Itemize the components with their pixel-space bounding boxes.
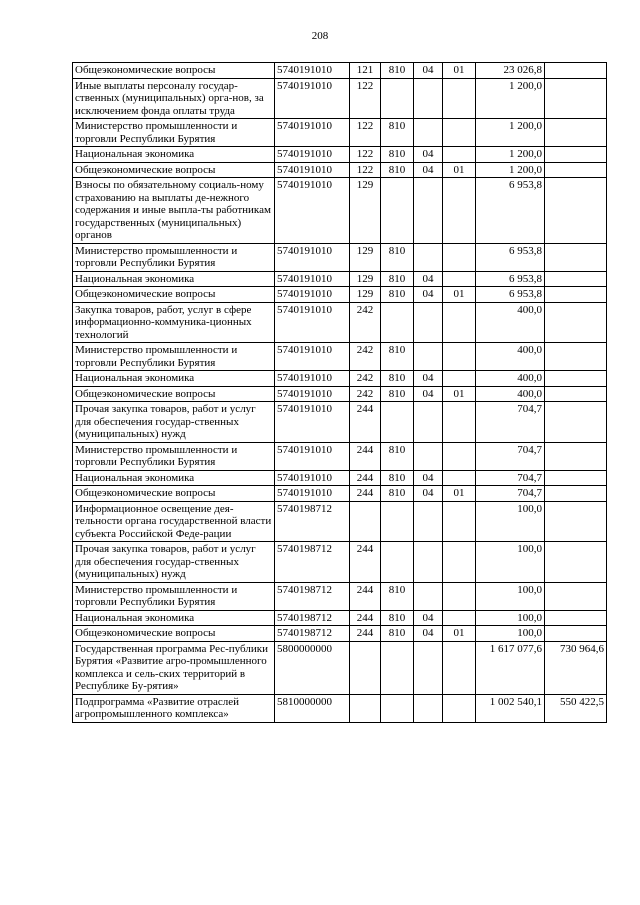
cell-subsection	[443, 402, 476, 443]
cell-expense-type	[350, 694, 381, 722]
cell-ministry-code	[381, 641, 414, 694]
cell-amount-2	[545, 302, 607, 343]
cell-section	[414, 501, 443, 542]
cell-subsection: 01	[443, 486, 476, 502]
cell-expense-type: 122	[350, 147, 381, 163]
cell-section	[414, 78, 443, 119]
cell-amount-1: 400,0	[476, 302, 545, 343]
cell-expense-type: 129	[350, 243, 381, 271]
cell-amount-1: 1 002 540,1	[476, 694, 545, 722]
cell-name: Министерство промышленности и торговли Республики Бурятия	[73, 442, 275, 470]
cell-target-article: 5740198712	[275, 501, 350, 542]
cell-amount-1: 1 200,0	[476, 119, 545, 147]
cell-ministry-code: 810	[381, 470, 414, 486]
cell-section	[414, 119, 443, 147]
cell-expense-type: 242	[350, 302, 381, 343]
cell-ministry-code: 810	[381, 486, 414, 502]
budget-table	[72, 62, 607, 723]
table-row	[73, 442, 607, 470]
cell-name: Национальная экономика	[73, 610, 275, 626]
cell-section	[414, 582, 443, 610]
cell-name: Министерство промышленности и торговли Республики Бурятия	[73, 243, 275, 271]
cell-subsection: 01	[443, 162, 476, 178]
cell-subsection: 01	[443, 386, 476, 402]
cell-ministry-code: 810	[381, 386, 414, 402]
table-row	[73, 178, 607, 244]
cell-target-article: 5740198712	[275, 610, 350, 626]
cell-subsection	[443, 442, 476, 470]
cell-section: 04	[414, 610, 443, 626]
table-row	[73, 626, 607, 642]
cell-ministry-code: 810	[381, 287, 414, 303]
cell-ministry-code: 810	[381, 442, 414, 470]
cell-expense-type: 122	[350, 162, 381, 178]
cell-target-article: 5740198712	[275, 582, 350, 610]
cell-amount-1: 704,7	[476, 442, 545, 470]
cell-target-article: 5740198712	[275, 542, 350, 583]
cell-name: Взносы по обязательному социаль-ному страхованию на выплаты де-нежного содержания и иные выпла-ты работникам государственных (муниципальных) органов	[73, 178, 275, 244]
cell-target-article: 5740191010	[275, 371, 350, 387]
cell-amount-2	[545, 486, 607, 502]
cell-amount-1: 100,0	[476, 542, 545, 583]
cell-section: 04	[414, 386, 443, 402]
table-row	[73, 582, 607, 610]
cell-amount-1: 704,7	[476, 486, 545, 502]
cell-expense-type	[350, 501, 381, 542]
cell-section: 04	[414, 287, 443, 303]
table-row	[73, 486, 607, 502]
cell-expense-type: 242	[350, 386, 381, 402]
budget-table-body	[73, 63, 607, 723]
cell-expense-type: 242	[350, 343, 381, 371]
cell-expense-type: 244	[350, 542, 381, 583]
table-row	[73, 271, 607, 287]
cell-amount-1: 1 200,0	[476, 78, 545, 119]
cell-expense-type	[350, 641, 381, 694]
cell-ministry-code	[381, 178, 414, 244]
cell-subsection: 01	[443, 287, 476, 303]
cell-name: Национальная экономика	[73, 147, 275, 163]
cell-name: Прочая закупка товаров, работ и услуг для обеспечения государ-ственных (муниципальных) нужд	[73, 402, 275, 443]
cell-expense-type: 122	[350, 119, 381, 147]
cell-expense-type: 244	[350, 486, 381, 502]
cell-expense-type: 129	[350, 287, 381, 303]
cell-section: 04	[414, 486, 443, 502]
cell-section	[414, 343, 443, 371]
cell-target-article: 5740191010	[275, 442, 350, 470]
cell-target-article: 5810000000	[275, 694, 350, 722]
cell-ministry-code: 810	[381, 371, 414, 387]
cell-name: Национальная экономика	[73, 271, 275, 287]
cell-ministry-code: 810	[381, 147, 414, 163]
cell-amount-2	[545, 582, 607, 610]
cell-amount-1: 100,0	[476, 501, 545, 542]
table-row	[73, 641, 607, 694]
cell-ministry-code: 810	[381, 162, 414, 178]
cell-amount-2	[545, 243, 607, 271]
cell-subsection	[443, 641, 476, 694]
cell-subsection	[443, 271, 476, 287]
cell-ministry-code: 810	[381, 582, 414, 610]
cell-amount-2	[545, 271, 607, 287]
cell-ministry-code: 810	[381, 63, 414, 79]
cell-name: Информационное освещение дея-тельности органа государственной власти субъекта Российской Феде-рации	[73, 501, 275, 542]
cell-amount-2	[545, 162, 607, 178]
cell-name: Иные выплаты персоналу государ-ственных (муниципальных) орга-нов, за исключением фонда оплаты труда	[73, 78, 275, 119]
cell-target-article: 5740191010	[275, 162, 350, 178]
cell-amount-2	[545, 287, 607, 303]
cell-target-article: 5740191010	[275, 343, 350, 371]
cell-section	[414, 694, 443, 722]
cell-target-article: 5740191010	[275, 119, 350, 147]
cell-target-article: 5740191010	[275, 147, 350, 163]
cell-name: Министерство промышленности и торговли Республики Бурятия	[73, 343, 275, 371]
cell-ministry-code: 810	[381, 610, 414, 626]
cell-subsection	[443, 119, 476, 147]
cell-name: Национальная экономика	[73, 371, 275, 387]
table-row	[73, 501, 607, 542]
cell-expense-type: 244	[350, 610, 381, 626]
cell-target-article: 5800000000	[275, 641, 350, 694]
cell-ministry-code	[381, 302, 414, 343]
cell-amount-1: 704,7	[476, 470, 545, 486]
cell-ministry-code	[381, 402, 414, 443]
cell-name: Общеэкономические вопросы	[73, 626, 275, 642]
cell-subsection	[443, 582, 476, 610]
cell-ministry-code	[381, 501, 414, 542]
cell-amount-2	[545, 626, 607, 642]
cell-subsection	[443, 610, 476, 626]
cell-amount-2	[545, 147, 607, 163]
cell-expense-type: 242	[350, 371, 381, 387]
cell-ministry-code: 810	[381, 243, 414, 271]
table-row	[73, 343, 607, 371]
cell-ministry-code	[381, 542, 414, 583]
cell-amount-2	[545, 178, 607, 244]
cell-target-article: 5740191010	[275, 402, 350, 443]
cell-target-article: 5740191010	[275, 243, 350, 271]
cell-amount-1: 400,0	[476, 371, 545, 387]
cell-section	[414, 178, 443, 244]
table-row	[73, 470, 607, 486]
table-row	[73, 63, 607, 79]
cell-target-article: 5740191010	[275, 178, 350, 244]
table-row	[73, 542, 607, 583]
cell-amount-1: 400,0	[476, 386, 545, 402]
cell-amount-1: 1 617 077,6	[476, 641, 545, 694]
cell-name: Национальная экономика	[73, 470, 275, 486]
table-row	[73, 162, 607, 178]
cell-target-article: 5740191010	[275, 386, 350, 402]
cell-target-article: 5740191010	[275, 271, 350, 287]
cell-expense-type: 129	[350, 271, 381, 287]
table-row	[73, 371, 607, 387]
cell-amount-2	[545, 386, 607, 402]
cell-target-article: 5740191010	[275, 302, 350, 343]
table-row	[73, 302, 607, 343]
cell-amount-2	[545, 442, 607, 470]
cell-expense-type: 129	[350, 178, 381, 244]
cell-target-article: 5740191010	[275, 63, 350, 79]
cell-amount-2	[545, 119, 607, 147]
cell-section: 04	[414, 162, 443, 178]
cell-name: Министерство промышленности и торговли Республики Бурятия	[73, 582, 275, 610]
cell-name: Прочая закупка товаров, работ и услуг для обеспечения государ-ственных (муниципальных) нужд	[73, 542, 275, 583]
table-row	[73, 147, 607, 163]
table-row	[73, 78, 607, 119]
cell-section	[414, 641, 443, 694]
table-row	[73, 243, 607, 271]
cell-ministry-code: 810	[381, 119, 414, 147]
cell-name: Общеэкономические вопросы	[73, 386, 275, 402]
cell-section	[414, 442, 443, 470]
cell-ministry-code: 810	[381, 626, 414, 642]
cell-subsection	[443, 371, 476, 387]
cell-amount-2	[545, 501, 607, 542]
cell-expense-type: 244	[350, 442, 381, 470]
cell-amount-2	[545, 542, 607, 583]
cell-amount-1: 1 200,0	[476, 147, 545, 163]
cell-ministry-code: 810	[381, 343, 414, 371]
cell-subsection	[443, 243, 476, 271]
cell-amount-2	[545, 610, 607, 626]
cell-section: 04	[414, 470, 443, 486]
cell-subsection	[443, 501, 476, 542]
cell-expense-type: 121	[350, 63, 381, 79]
cell-ministry-code	[381, 694, 414, 722]
cell-section: 04	[414, 63, 443, 79]
cell-amount-1: 100,0	[476, 626, 545, 642]
cell-subsection	[443, 470, 476, 486]
cell-amount-1: 6 953,8	[476, 287, 545, 303]
table-row	[73, 694, 607, 722]
cell-name: Общеэкономические вопросы	[73, 162, 275, 178]
cell-target-article: 5740191010	[275, 287, 350, 303]
cell-subsection: 01	[443, 626, 476, 642]
table-row	[73, 402, 607, 443]
cell-ministry-code	[381, 78, 414, 119]
cell-amount-1: 23 026,8	[476, 63, 545, 79]
cell-subsection: 01	[443, 63, 476, 79]
cell-amount-2: 550 422,5	[545, 694, 607, 722]
cell-subsection	[443, 694, 476, 722]
table-row	[73, 287, 607, 303]
cell-name: Государственная программа Рес-публики Бурятия «Развитие агро-промышленного комплекса и сель-ских территорий в Республике Бу-рятия»	[73, 641, 275, 694]
cell-subsection	[443, 147, 476, 163]
table-row	[73, 610, 607, 626]
cell-amount-2: 730 964,6	[545, 641, 607, 694]
cell-amount-2	[545, 63, 607, 79]
cell-name: Закупка товаров, работ, услуг в сфере информационно-коммуника-ционных технологий	[73, 302, 275, 343]
cell-target-article: 5740191010	[275, 486, 350, 502]
cell-amount-1: 100,0	[476, 610, 545, 626]
page-number: 208	[311, 30, 329, 42]
table-row	[73, 119, 607, 147]
cell-amount-2	[545, 343, 607, 371]
cell-section: 04	[414, 147, 443, 163]
cell-ministry-code: 810	[381, 271, 414, 287]
cell-name: Общеэкономические вопросы	[73, 63, 275, 79]
cell-amount-1: 704,7	[476, 402, 545, 443]
cell-name: Подпрограмма «Развитие отраслей агропромышленного комплекса»	[73, 694, 275, 722]
cell-subsection	[443, 178, 476, 244]
cell-subsection	[443, 302, 476, 343]
cell-target-article: 5740191010	[275, 78, 350, 119]
cell-amount-2	[545, 402, 607, 443]
cell-name: Министерство промышленности и торговли Республики Бурятия	[73, 119, 275, 147]
cell-amount-2	[545, 470, 607, 486]
cell-section: 04	[414, 271, 443, 287]
cell-amount-1: 1 200,0	[476, 162, 545, 178]
cell-expense-type: 244	[350, 470, 381, 486]
cell-amount-2	[545, 371, 607, 387]
cell-expense-type: 244	[350, 626, 381, 642]
cell-amount-1: 100,0	[476, 582, 545, 610]
cell-subsection	[443, 542, 476, 583]
cell-subsection	[443, 78, 476, 119]
cell-amount-1: 6 953,8	[476, 271, 545, 287]
cell-expense-type: 244	[350, 402, 381, 443]
cell-amount-1: 400,0	[476, 343, 545, 371]
cell-subsection	[443, 343, 476, 371]
cell-name: Общеэкономические вопросы	[73, 486, 275, 502]
cell-expense-type: 122	[350, 78, 381, 119]
cell-section	[414, 542, 443, 583]
cell-amount-2	[545, 78, 607, 119]
cell-name: Общеэкономические вопросы	[73, 287, 275, 303]
cell-section	[414, 302, 443, 343]
cell-section	[414, 243, 443, 271]
table-row	[73, 386, 607, 402]
cell-section	[414, 402, 443, 443]
cell-target-article: 5740191010	[275, 470, 350, 486]
cell-amount-1: 6 953,8	[476, 243, 545, 271]
cell-expense-type: 244	[350, 582, 381, 610]
cell-amount-1: 6 953,8	[476, 178, 545, 244]
cell-section: 04	[414, 371, 443, 387]
cell-section: 04	[414, 626, 443, 642]
cell-target-article: 5740198712	[275, 626, 350, 642]
